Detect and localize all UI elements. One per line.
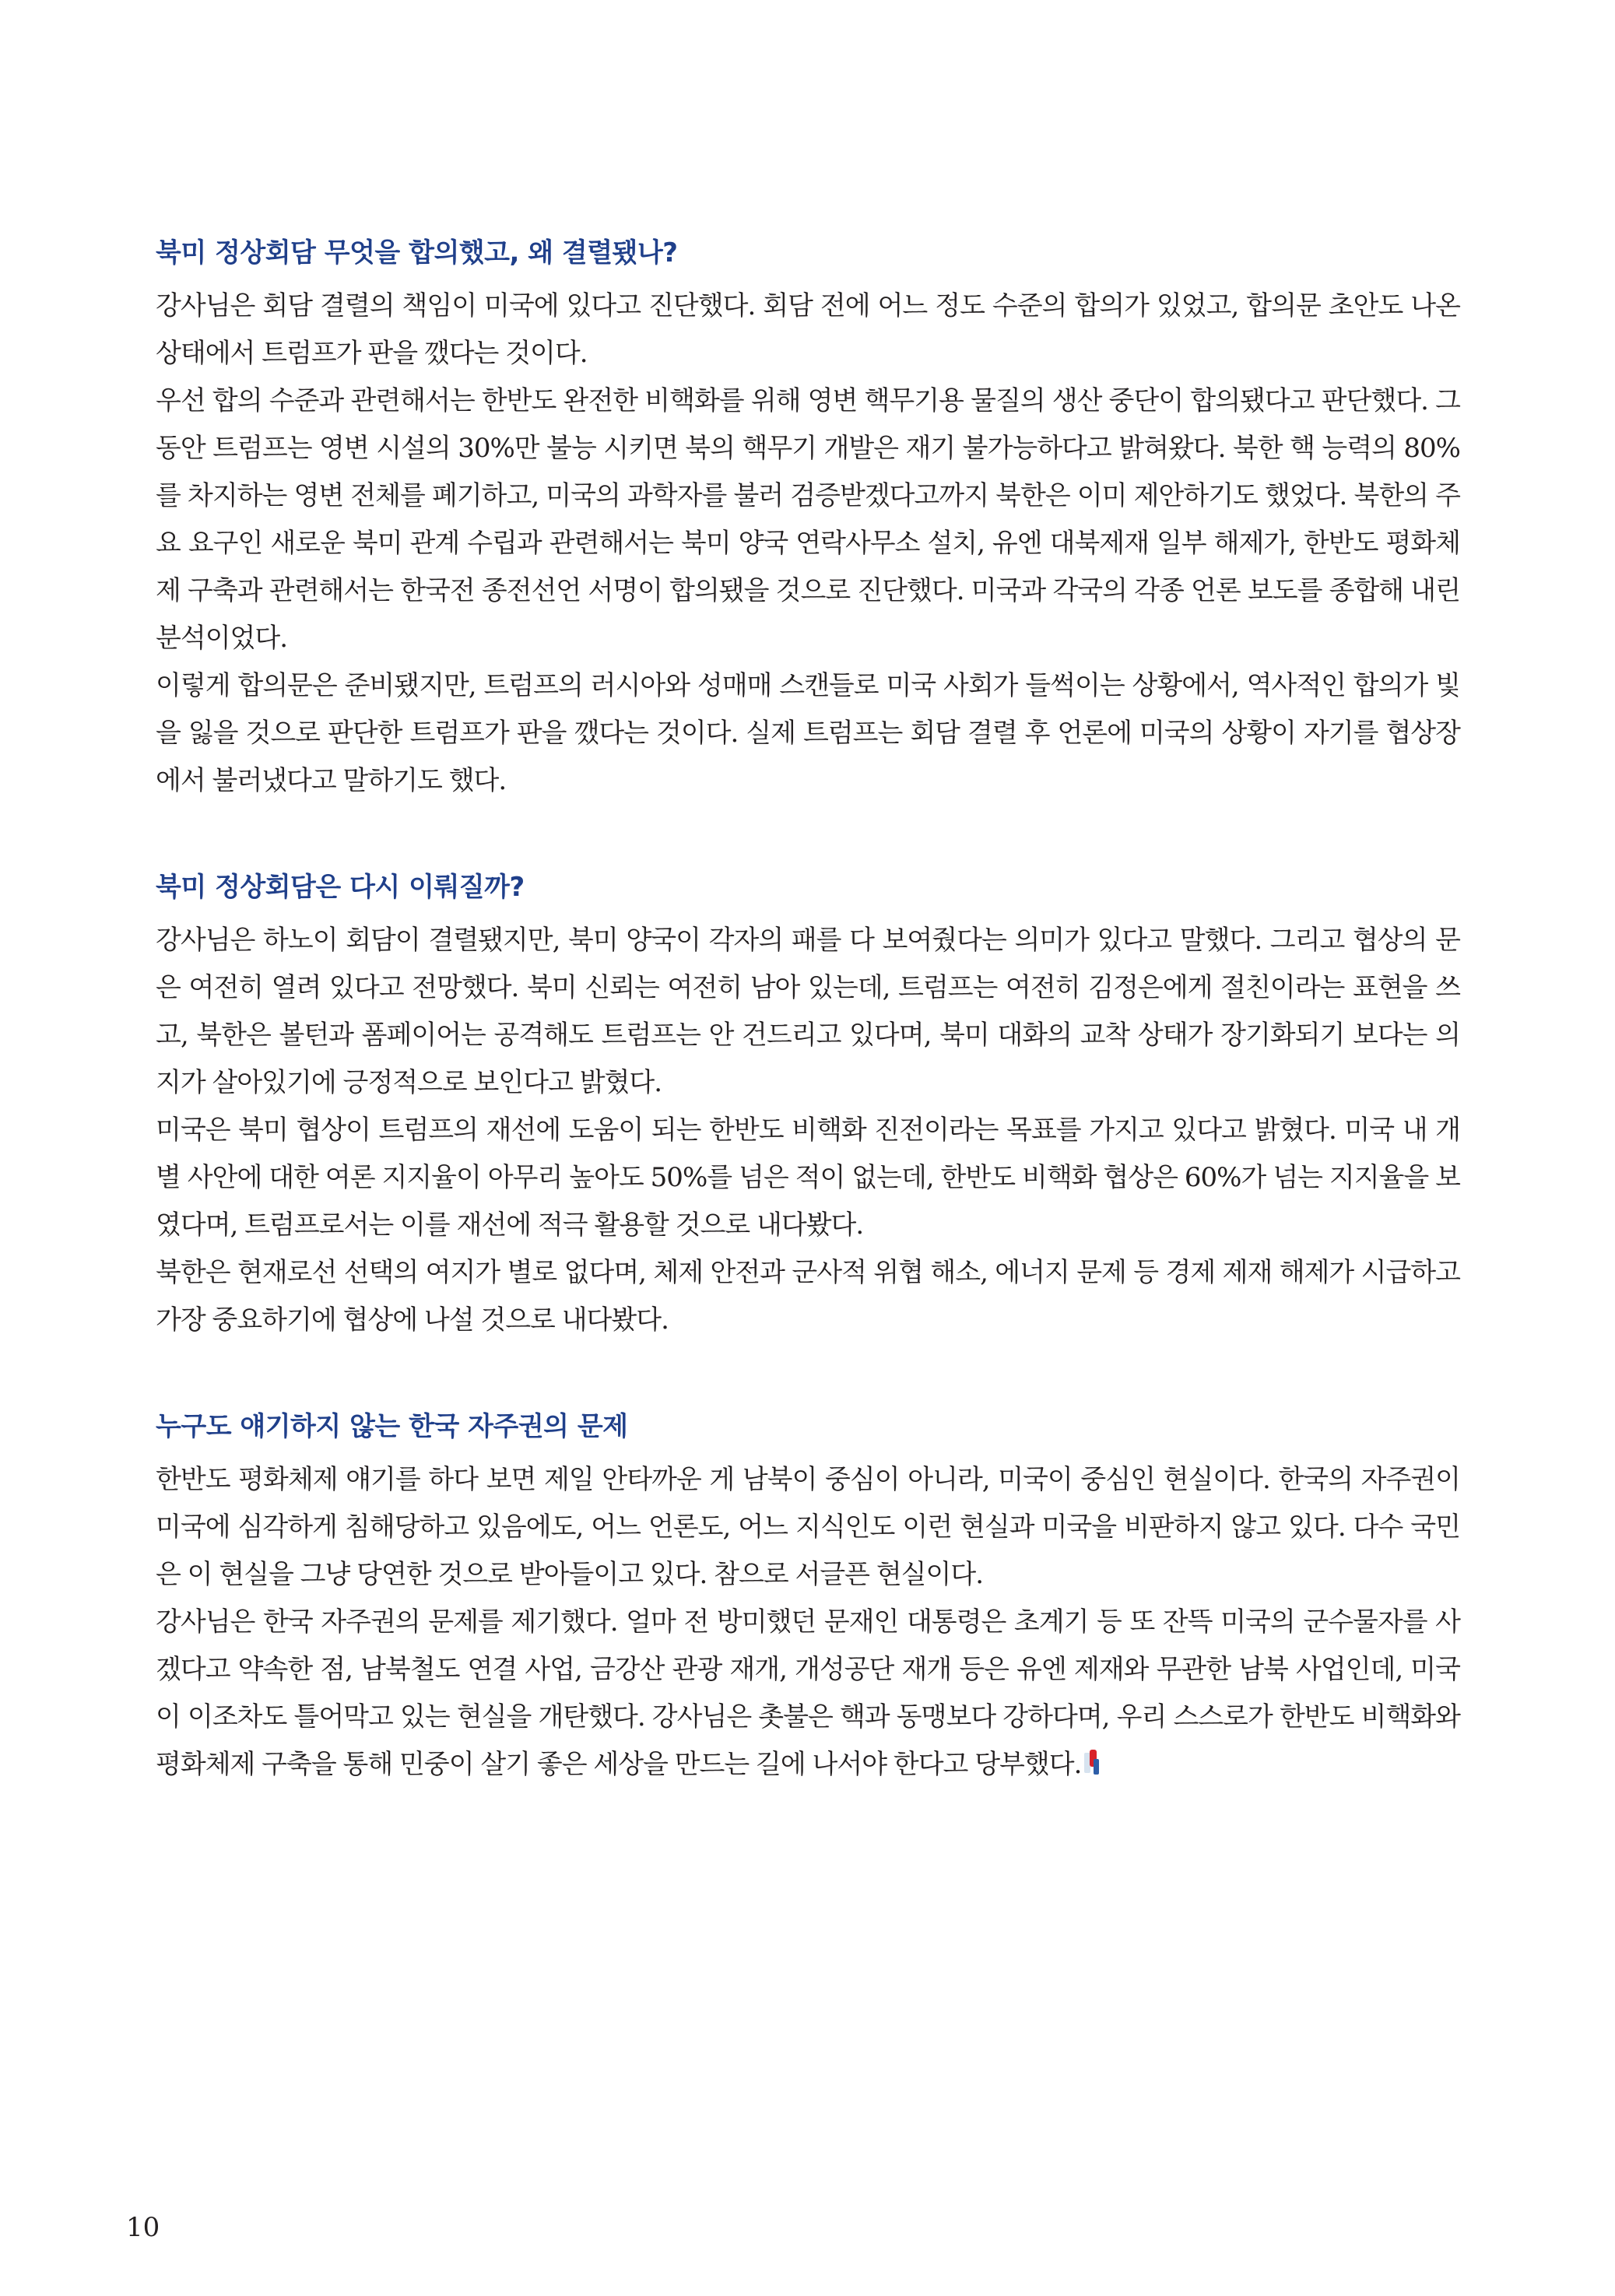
paragraph: 강사님은 회담 결렬의 책임이 미국에 있다고 진단했다. 회담 전에 어느 정도 수준의 합의가 있었고, 합의문 초안도 나온 상태에서 트럼프가 판을 깼다는 것이다.	[156, 290, 1460, 369]
section-heading: 북미 정상회담은 다시 이뤄질까?	[156, 872, 525, 903]
section-sovereignty	[156, 1411, 1460, 1789]
section-agreement	[156, 237, 1460, 805]
paragraph: 강사님은 하노이 회담이 결렬됐지만, 북미 양국이 각자의 패를 다 보여줬다는 의미가 있다고 말했다. 그리고 협상의 문은 여전히 열려 있다고 전망했다. 북미 신뢰는 여전히 남아 있는데, 트럼프는 여전히 김정은에게 절친이라는 표현을 쓰고, 북한은 볼턴과 폼페이어는 공격해도 트럼프는 안 건드리고 있다며, 북미 대화의 교착 상태가 장기화되기 보다는 의지가 살아있기에 긍정적으로 보인다고 밝혔다.	[156, 925, 1460, 1098]
end-of-article-mark-icon	[1084, 1750, 1100, 1778]
paragraph: 이렇게 합의문은 준비됐지만, 트럼프의 러시아와 성매매 스캔들로 미국 사회가 들썩이는 상황에서, 역사적인 합의가 빛을 잃을 것으로 판단한 트럼프가 판을 깼다는 것이다. 실제 트럼프는 회담 결렬 후 언론에 미국의 상황이 자기를 협상장에서 불러냈다고 말하기도 했다.	[156, 670, 1460, 796]
section-heading: 북미 정상회담 무엇을 합의했고, 왜 결렬됐나?	[156, 237, 678, 269]
article-body	[156, 237, 1460, 1789]
paragraph: 미국은 북미 협상이 트럼프의 재선에 도움이 되는 한반도 비핵화 진전이라는 목표를 가지고 있다고 밝혔다. 미국 내 개별 사안에 대한 여론 지지율이 아무리 높아도 50%를 넘은 적이 없는데, 한반도 비핵화 협상은 60%가 넘는 지지율을 보였다며, 트럼프로서는 이를 재선에 적극 활용할 것으로 내다봤다.	[156, 1115, 1460, 1241]
paragraph: 북한은 현재로선 선택의 여지가 별로 없다며, 체제 안전과 군사적 위협 해소, 에너지 문제 등 경제 제재 해제가 시급하고 가장 중요하기에 협상에 나설 것으로 내다봤다.	[156, 1257, 1460, 1336]
paragraph: 우선 합의 수준과 관련해서는 한반도 완전한 비핵화를 위해 영변 핵무기용 물질의 생산 중단이 합의됐다고 판단했다. 그동안 트럼프는 영변 시설의 30%만 불능 시키면 북의 핵무기 개발은 재기 불가능하다고 밝혀왔다. 북한 핵 능력의 80%를 차지하는 영변 전체를 폐기하고, 미국의 과학자를 불러 검증받겠다고까지 북한은 이미 제안하기도 했었다. 북한의 주요 요구인 새로운 북미 관계 수립과 관련해서는 북미 양국 연락사무소 설치, 유엔 대북제재 일부 해제가, 한반도 평화체제 구축과 관련해서는 한국전 종전선언 서명이 합의됐을 것으로 진단했다. 미국과 각국의 각종 언론 보도를 종합해 내린 분석이었다.	[156, 385, 1460, 654]
paragraph: 한반도 평화체제 얘기를 하다 보면 제일 안타까운 게 남북이 중심이 아니라, 미국이 중심인 현실이다. 한국의 자주권이 미국에 심각하게 침해당하고 있음에도, 어느 언론도, 어느 지식인도 이런 현실과 미국을 비판하지 않고 있다. 다수 국민은 이 현실을 그냥 당연한 것으로 받아들이고 있다. 참으로 서글픈 현실이다.	[156, 1464, 1460, 1590]
paragraph-final-text: 강사님은 한국 자주권의 문제를 제기했다. 얼마 전 방미했던 문재인 대통령은 초계기 등 또 잔뜩 미국의 군수물자를 사겠다고 약속한 점, 남북철도 연결 사업, 금강산 관광 재개, 개성공단 재개 등은 유엔 제재와 무관한 남북 사업인데, 미국이 이조차도 틀어막고 있는 현실을 개탄했다. 강사님은 촛불은 핵과 동맹보다 강하다며, 우리 스스로가 한반도 비핵화와 평화체제 구축을 통해 민중이 살기 좋은 세상을 만드는 길에 나서야 한다고 당부했다.	[156, 1606, 1460, 1780]
section-heading: 누구도 얘기하지 않는 한국 자주권의 문제	[156, 1411, 628, 1442]
section-next-summit	[156, 872, 1460, 1344]
page-number: 10	[126, 2212, 160, 2243]
paragraph-final	[156, 1599, 1460, 1789]
